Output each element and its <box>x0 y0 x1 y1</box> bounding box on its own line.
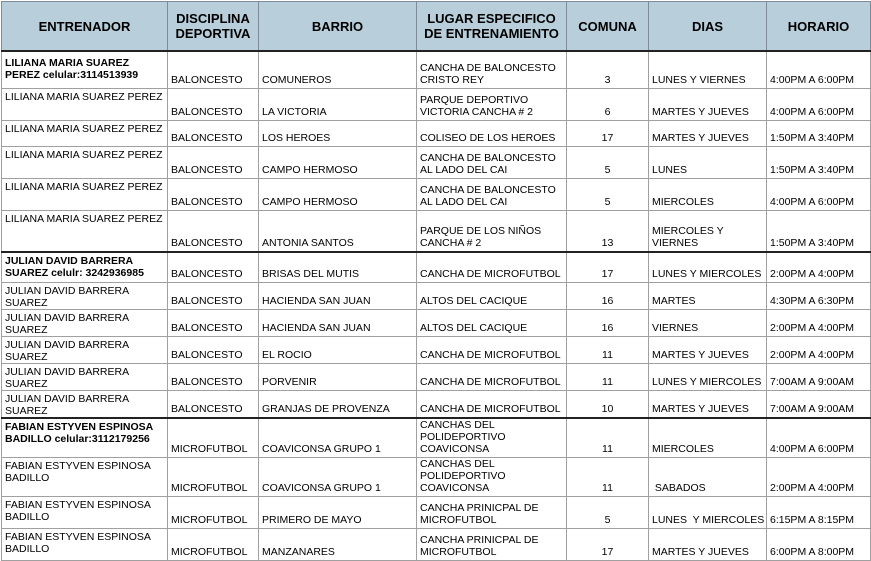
days-cell: LUNES Y VIERNES <box>649 51 767 88</box>
discipline-cell: BALONCESTO <box>168 146 259 178</box>
place-cell: ALTOS DEL CACIQUE <box>417 282 567 309</box>
days-cell: LUNES <box>649 146 767 178</box>
barrio-cell: GRANJAS DE PROVENZA <box>259 390 417 418</box>
header-horario: HORARIO <box>767 2 871 52</box>
discipline-cell: MICROFUTBOL <box>168 496 259 528</box>
table-row <box>2 51 871 88</box>
table-row <box>2 390 871 418</box>
comuna-cell: 10 <box>567 390 649 418</box>
discipline-cell: BALONCESTO <box>168 120 259 146</box>
days-cell: MARTES Y JUEVES <box>649 336 767 363</box>
table-row <box>2 146 871 178</box>
coach-cell: FABIAN ESTYVEN ESPINOSA BADILLO <box>2 496 168 528</box>
coach-cell: LILIANA MARIA SUAREZ PEREZ <box>2 88 168 120</box>
barrio-cell: ANTONIA SANTOS <box>259 210 417 252</box>
place-cell: ALTOS DEL CACIQUE <box>417 309 567 336</box>
discipline-cell: BALONCESTO <box>168 336 259 363</box>
barrio-cell: LA VICTORIA <box>259 88 417 120</box>
schedule-cell: 6:15PM A 8:15PM <box>767 496 871 528</box>
comuna-cell: 11 <box>567 336 649 363</box>
comuna-cell: 5 <box>567 178 649 210</box>
place-cell: CANCHA DE BALONCESTO AL LADO DEL CAI <box>417 146 567 178</box>
barrio-cell: EL ROCIO <box>259 336 417 363</box>
header-comuna: COMUNA <box>567 2 649 52</box>
days-cell: LUNES Y MIERCOLES <box>649 252 767 282</box>
comuna-cell: 13 <box>567 210 649 252</box>
discipline-cell: BALONCESTO <box>168 363 259 390</box>
discipline-cell: BALONCESTO <box>168 309 259 336</box>
comuna-cell: 6 <box>567 88 649 120</box>
comuna-cell: 3 <box>567 51 649 88</box>
days-cell: LUNES Y MIERCOLES <box>649 363 767 390</box>
schedule-cell: 4:30PM A 6:30PM <box>767 282 871 309</box>
table-row <box>2 363 871 390</box>
schedule-cell: 1:50PM A 3:40PM <box>767 146 871 178</box>
schedule-table <box>1 1 871 561</box>
place-cell: CANCHA DE MICROFUTBOL <box>417 252 567 282</box>
barrio-cell: MANZANARES <box>259 528 417 560</box>
discipline-cell: BALONCESTO <box>168 252 259 282</box>
schedule-cell: 7:00AM A 9:00AM <box>767 390 871 418</box>
table-row <box>2 457 871 496</box>
comuna-cell: 11 <box>567 457 649 496</box>
barrio-cell: LOS HEROES <box>259 120 417 146</box>
header-lugar: LUGAR ESPECIFICO DE ENTRENAMIENTO <box>417 2 567 52</box>
days-cell: MIERCOLES <box>649 178 767 210</box>
comuna-cell: 17 <box>567 528 649 560</box>
barrio-cell: CAMPO HERMOSO <box>259 178 417 210</box>
header-disciplina: DISCIPLINA DEPORTIVA <box>168 2 259 52</box>
barrio-cell: PORVENIR <box>259 363 417 390</box>
schedule-cell: 4:00PM A 6:00PM <box>767 418 871 458</box>
coach-cell: LILIANA MARIA SUAREZ PEREZ celular:3114513939 <box>2 51 168 88</box>
table-row <box>2 528 871 560</box>
comuna-cell: 5 <box>567 496 649 528</box>
days-cell: MIERCOLES <box>649 418 767 458</box>
table-row <box>2 282 871 309</box>
discipline-cell: BALONCESTO <box>168 390 259 418</box>
coach-cell: FABIAN ESTYVEN ESPINOSA BADILLO celular:3112179256 <box>2 418 168 458</box>
table-row <box>2 418 871 458</box>
header-row <box>2 2 871 52</box>
place-cell: CANCHA DE BALONCESTO AL LADO DEL CAI <box>417 178 567 210</box>
coach-cell: JULIAN DAVID BARRERA SUAREZ <box>2 363 168 390</box>
schedule-cell: 4:00PM A 6:00PM <box>767 88 871 120</box>
coach-cell: JULIAN DAVID BARRERA SUAREZ <box>2 309 168 336</box>
barrio-cell: HACIENDA SAN JUAN <box>259 282 417 309</box>
schedule-cell: 6:00PM A 8:00PM <box>767 528 871 560</box>
header-barrio: BARRIO <box>259 2 417 52</box>
days-cell: LUNES Y MIERCOLES <box>649 496 767 528</box>
coach-cell: JULIAN DAVID BARRERA SUAREZ celulr: 3242936985 <box>2 252 168 282</box>
discipline-cell: BALONCESTO <box>168 51 259 88</box>
comuna-cell: 11 <box>567 363 649 390</box>
place-cell: CANCHA DE MICROFUTBOL <box>417 390 567 418</box>
discipline-cell: MICROFUTBOL <box>168 457 259 496</box>
table-row <box>2 252 871 282</box>
schedule-cell: 7:00AM A 9:00AM <box>767 363 871 390</box>
coach-cell: LILIANA MARIA SUAREZ PEREZ <box>2 178 168 210</box>
table-row <box>2 210 871 252</box>
coach-cell: LILIANA MARIA SUAREZ PEREZ <box>2 210 168 252</box>
schedule-cell: 4:00PM A 6:00PM <box>767 178 871 210</box>
comuna-cell: 17 <box>567 252 649 282</box>
place-cell: CANCHA DE MICROFUTBOL <box>417 336 567 363</box>
comuna-cell: 16 <box>567 282 649 309</box>
table-row <box>2 336 871 363</box>
place-cell: PARQUE DE LOS NIÑOS CANCHA # 2 <box>417 210 567 252</box>
place-cell: CANCHA PRINICPAL DE MICROFUTBOL <box>417 528 567 560</box>
schedule-cell: 4:00PM A 6:00PM <box>767 51 871 88</box>
schedule-cell: 2:00PM A 4:00PM <box>767 336 871 363</box>
coach-cell: FABIAN ESTYVEN ESPINOSA BADILLO <box>2 457 168 496</box>
coach-cell: JULIAN DAVID BARRERA SUAREZ <box>2 390 168 418</box>
schedule-cell: 2:00PM A 4:00PM <box>767 252 871 282</box>
days-cell: MARTES Y JUEVES <box>649 88 767 120</box>
barrio-cell: PRIMERO DE MAYO <box>259 496 417 528</box>
comuna-cell: 17 <box>567 120 649 146</box>
comuna-cell: 11 <box>567 418 649 458</box>
schedule-cell: 2:00PM A 4:00PM <box>767 457 871 496</box>
barrio-cell: COMUNEROS <box>259 51 417 88</box>
days-cell: VIERNES <box>649 309 767 336</box>
discipline-cell: MICROFUTBOL <box>168 418 259 458</box>
discipline-cell: BALONCESTO <box>168 178 259 210</box>
barrio-cell: HACIENDA SAN JUAN <box>259 309 417 336</box>
place-cell: CANCHAS DEL POLIDEPORTIVO COAVICONSA <box>417 418 567 458</box>
barrio-cell: BRISAS DEL MUTIS <box>259 252 417 282</box>
days-cell: MARTES <box>649 282 767 309</box>
discipline-cell: BALONCESTO <box>168 282 259 309</box>
header-entrenador: ENTRENADOR <box>2 2 168 52</box>
table-row <box>2 120 871 146</box>
comuna-cell: 16 <box>567 309 649 336</box>
discipline-cell: BALONCESTO <box>168 88 259 120</box>
table-row <box>2 309 871 336</box>
place-cell: CANCHAS DEL POLIDEPORTIVO COAVICONSA <box>417 457 567 496</box>
table-row <box>2 178 871 210</box>
coach-cell: LILIANA MARIA SUAREZ PEREZ <box>2 146 168 178</box>
coach-cell: JULIAN DAVID BARRERA SUAREZ <box>2 282 168 309</box>
days-cell: MARTES Y JUEVES <box>649 120 767 146</box>
schedule-cell: 1:50PM A 3:40PM <box>767 120 871 146</box>
table-row <box>2 88 871 120</box>
coach-cell: FABIAN ESTYVEN ESPINOSA BADILLO <box>2 528 168 560</box>
schedule-cell: 2:00PM A 4:00PM <box>767 309 871 336</box>
days-cell: SABADOS <box>649 457 767 496</box>
days-cell: MARTES Y JUEVES <box>649 390 767 418</box>
schedule-cell: 1:50PM A 3:40PM <box>767 210 871 252</box>
place-cell: CANCHA DE BALONCESTO CRISTO REY <box>417 51 567 88</box>
days-cell: MIERCOLES Y VIERNES <box>649 210 767 252</box>
place-cell: CANCHA PRINICPAL DE MICROFUTBOL <box>417 496 567 528</box>
days-cell: MARTES Y JUEVES <box>649 528 767 560</box>
discipline-cell: BALONCESTO <box>168 210 259 252</box>
table-row <box>2 496 871 528</box>
place-cell: CANCHA DE MICROFUTBOL <box>417 363 567 390</box>
coach-cell: JULIAN DAVID BARRERA SUAREZ <box>2 336 168 363</box>
barrio-cell: CAMPO HERMOSO <box>259 146 417 178</box>
comuna-cell: 5 <box>567 146 649 178</box>
header-dias: DIAS <box>649 2 767 52</box>
place-cell: PARQUE DEPORTIVO VICTORIA CANCHA # 2 <box>417 88 567 120</box>
discipline-cell: MICROFUTBOL <box>168 528 259 560</box>
barrio-cell: COAVICONSA GRUPO 1 <box>259 457 417 496</box>
place-cell: COLISEO DE LOS HEROES <box>417 120 567 146</box>
coach-cell: LILIANA MARIA SUAREZ PEREZ <box>2 120 168 146</box>
barrio-cell: COAVICONSA GRUPO 1 <box>259 418 417 458</box>
